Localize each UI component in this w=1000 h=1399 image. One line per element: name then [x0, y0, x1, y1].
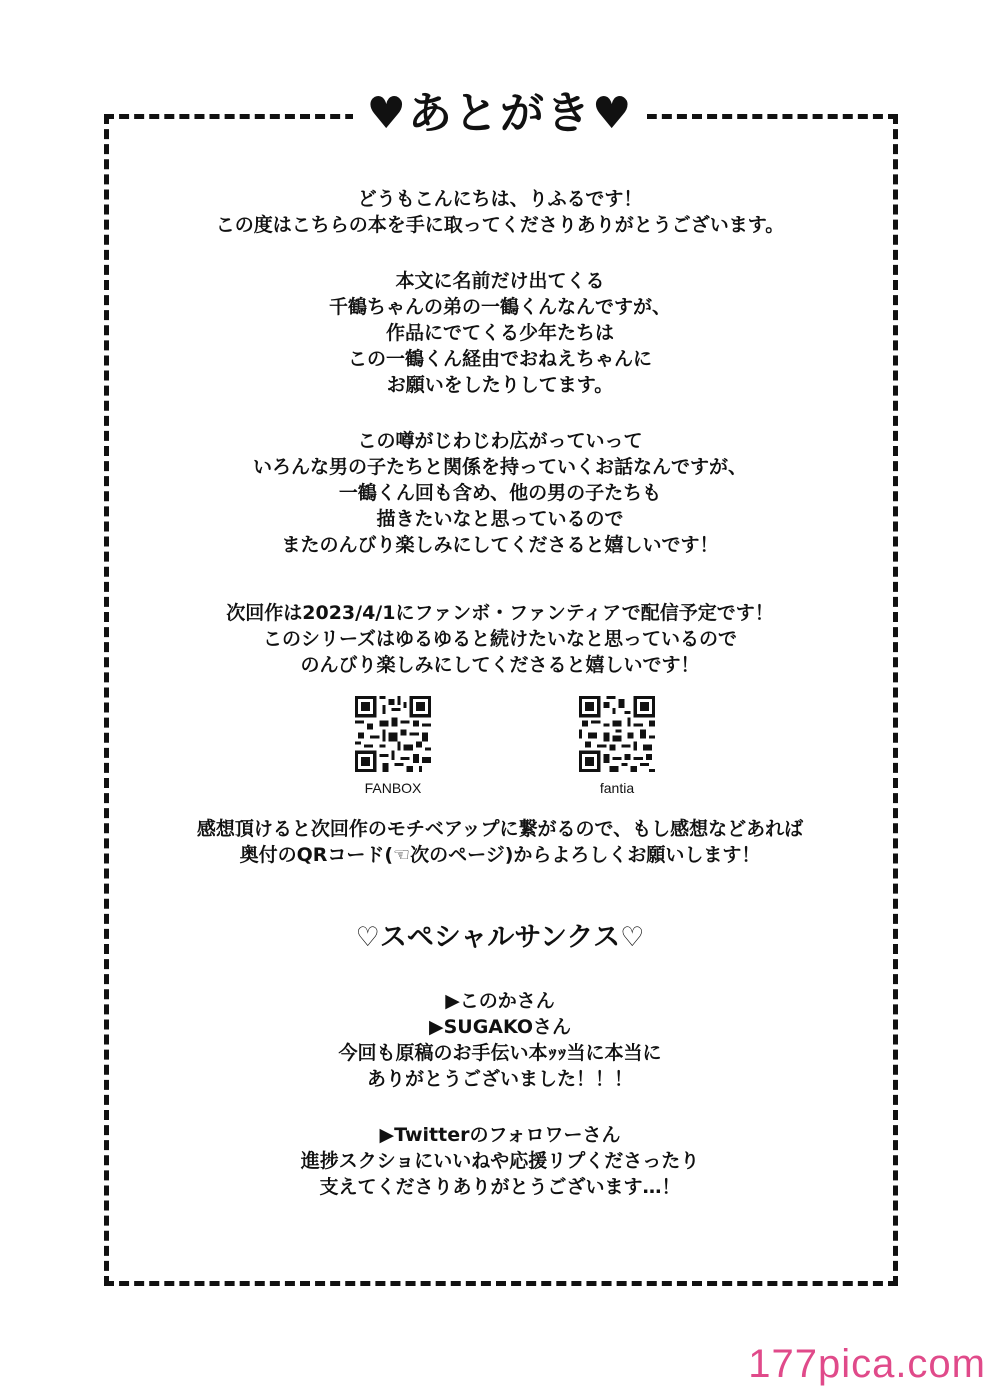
text-line: いろんな男の子たちと関係を持っていくお話なんですが、: [252, 456, 747, 478]
site-watermark: 177pica.com: [748, 1342, 986, 1386]
text-line: 支えてくださりありがとうございます…！: [319, 1176, 681, 1198]
paragraph-1: [110, 268, 890, 398]
text-line: ▶SUGAKOさん: [428, 1016, 572, 1038]
paragraph-2: [110, 428, 890, 558]
text-line: 作品にでてくる少年たちは: [385, 322, 614, 344]
text-line: お願いをしたりしてます。: [386, 374, 614, 396]
text-line: 今回も原稿のお手伝い本ｯｯ当に本当に: [338, 1042, 662, 1064]
fantia-qr-code[interactable]: [579, 696, 655, 772]
text-line: 千鶴ちゃんの弟の一鶴くんなんですが、: [328, 296, 671, 318]
text-line: この噂がじわじわ広がっていって: [357, 430, 643, 452]
text-line: このシリーズはゆるゆると続けたいなと思っているので: [262, 628, 738, 650]
text-line: 次回作は2023/4/1にファンボ・ファンティアで配信予定です！: [226, 602, 774, 624]
text-line: 奥付のQRコード(☜次のページ)からよろしくお願いします！: [239, 844, 761, 866]
text-line: のんびり楽しみにしてくださると嬉しいです！: [300, 654, 700, 676]
text-line: ▶このかさん: [445, 990, 555, 1012]
paragraph-4: [110, 816, 890, 868]
title-block: [0, 86, 1000, 142]
text-line: この度はこちらの本を手に取ってくださりありがとうございます。: [215, 214, 785, 236]
text-line: またのんびり楽しみにしてくださると嬉しいです！: [281, 534, 719, 556]
fanbox-qr-label: FANBOX: [364, 780, 422, 796]
text-line: ありがとうございました！！！: [366, 1068, 633, 1090]
fanbox-qr-code[interactable]: [355, 696, 431, 772]
text-line: 描きたいなと思っているので: [376, 508, 624, 530]
text-line: 本文に名前だけ出てくる: [395, 270, 605, 292]
page-title: ♥あとがき♥: [353, 86, 648, 142]
paragraph-3: [110, 600, 890, 678]
text-line: ▶Twitterのフォロワーさん: [379, 1124, 621, 1146]
text-line: 一鶴くん回も含め、他の男の子たちも: [338, 482, 662, 504]
text-line: 感想頂けると次回作のモチベアップに繋がるので、もし感想などあれば: [196, 818, 804, 840]
qr-code-section: [0, 696, 1000, 806]
special-thanks-heading: ♡スペシャルサンクス♡: [355, 922, 645, 953]
text-line: この一鶴くん経由でおねえちゃんに: [347, 348, 652, 370]
thanks-followers: [110, 1122, 890, 1200]
text-line: 進捗スクショにいいねや応援リプくださったり: [300, 1150, 700, 1172]
fantia-qr-label: fantia: [599, 780, 635, 796]
greeting: [110, 186, 890, 238]
text-line: どうもこんにちは、りふるです！: [357, 188, 643, 210]
thanks-collaborators: [110, 988, 890, 1092]
